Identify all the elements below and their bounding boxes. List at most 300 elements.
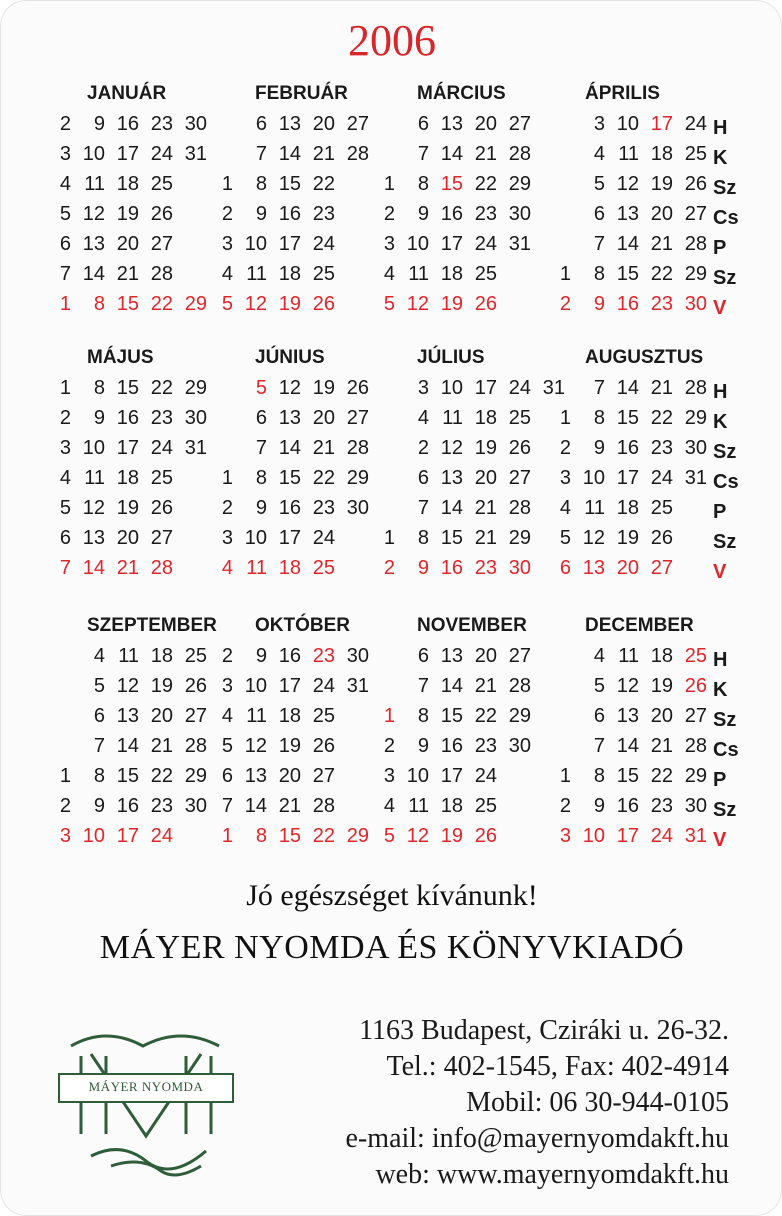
day-number: 22 (650, 407, 673, 429)
day-number: 16 (440, 203, 463, 225)
day-number: 9 (255, 645, 267, 667)
weekday-label: P (713, 237, 727, 259)
day-number: 31 (684, 467, 707, 489)
week-row (211, 113, 369, 136)
day-number: 18 (278, 557, 301, 579)
day-number: 30 (508, 203, 531, 225)
day-number: 10 (244, 233, 267, 255)
day-number: 7 (255, 143, 267, 165)
week-row (549, 527, 673, 550)
day-number: 30 (684, 795, 707, 817)
day-number: 13 (440, 467, 463, 489)
day-number: 27 (508, 645, 531, 667)
weekday-label: Sz (713, 709, 737, 731)
day-number: 27 (346, 407, 369, 429)
day-number: 20 (650, 203, 673, 225)
day-number: 7 (59, 263, 71, 285)
day-number: 24 (312, 233, 335, 255)
day-number: 5 (255, 377, 267, 399)
week-row (373, 557, 531, 580)
day-number: 15 (616, 407, 639, 429)
day-number: 26 (684, 173, 707, 195)
day-number: 20 (650, 705, 673, 727)
week-row (549, 407, 707, 430)
week-row (549, 437, 707, 460)
day-number: 14 (440, 675, 463, 697)
day-number: 15 (440, 527, 463, 549)
day-number: 3 (383, 233, 395, 255)
week-row (211, 527, 335, 550)
day-number: 27 (508, 113, 531, 135)
day-number: 30 (184, 407, 207, 429)
day-number: 8 (417, 173, 429, 195)
day-number: 1 (559, 263, 571, 285)
day-number: 4 (221, 557, 233, 579)
week-row (211, 173, 335, 196)
week-row (549, 497, 673, 520)
day-number: 16 (440, 735, 463, 757)
month-name: MÁJUS (87, 347, 154, 368)
day-number: 4 (221, 263, 233, 285)
day-number: 13 (82, 527, 105, 549)
day-number: 25 (150, 173, 173, 195)
week-row (549, 705, 707, 728)
day-number: 30 (184, 795, 207, 817)
day-number: 13 (582, 557, 605, 579)
day-number: 4 (59, 173, 71, 195)
day-number: 21 (650, 735, 673, 757)
day-number: 15 (116, 765, 139, 787)
day-number: 12 (244, 735, 267, 757)
day-number: 13 (616, 203, 639, 225)
week-row (211, 203, 335, 226)
month-name: JÚLIUS (417, 347, 485, 368)
day-number: 6 (255, 407, 267, 429)
week-row (549, 293, 707, 316)
day-number: 7 (255, 437, 267, 459)
day-number: 1 (221, 173, 233, 195)
day-number: 25 (474, 795, 497, 817)
day-number: 13 (244, 765, 267, 787)
day-number: 6 (255, 113, 267, 135)
day-number: 5 (559, 527, 571, 549)
day-number: 1 (383, 527, 395, 549)
day-number: 2 (383, 557, 395, 579)
day-number: 11 (84, 173, 105, 195)
day-number: 20 (116, 527, 139, 549)
month-name: JANUÁR (87, 83, 167, 104)
day-number: 7 (417, 143, 429, 165)
day-number: 28 (684, 233, 707, 255)
company-name: MÁYER NYOMDA ÉS KÖNYVKIADÓ (99, 929, 685, 966)
day-number: 18 (440, 263, 463, 285)
week-row (211, 765, 335, 788)
month-name: OKTÓBER (255, 615, 350, 636)
day-number: 16 (278, 203, 301, 225)
week-row (373, 645, 531, 668)
day-number: 19 (474, 437, 497, 459)
day-number: 29 (508, 173, 531, 195)
day-number: 9 (255, 497, 267, 519)
day-number: 8 (593, 407, 605, 429)
day-number: 28 (150, 263, 173, 285)
day-number: 20 (116, 233, 139, 255)
day-number: 11 (442, 407, 463, 429)
day-number: 18 (278, 705, 301, 727)
day-number: 13 (616, 705, 639, 727)
day-number: 7 (417, 497, 429, 519)
week-row (549, 203, 707, 226)
week-row (49, 407, 207, 430)
day-number: 17 (116, 825, 139, 847)
week-row (373, 377, 565, 400)
day-number: 20 (312, 407, 335, 429)
day-number: 18 (116, 173, 139, 195)
week-row (373, 497, 531, 520)
day-number: 9 (93, 113, 105, 135)
day-number: 30 (346, 497, 369, 519)
weekday-label: K (713, 679, 728, 701)
week-row (49, 557, 173, 580)
day-number: 22 (312, 467, 335, 489)
day-number: 25 (312, 705, 335, 727)
day-number: 16 (278, 645, 301, 667)
day-number: 18 (278, 263, 301, 285)
day-number: 21 (150, 735, 173, 757)
day-number: 19 (440, 825, 463, 847)
day-number: 4 (383, 795, 395, 817)
day-number: 27 (184, 705, 207, 727)
day-number: 12 (406, 293, 429, 315)
day-number: 26 (312, 293, 335, 315)
contact-email: e-mail: info@mayernyomdakft.hu (345, 1123, 729, 1154)
day-number: 9 (93, 795, 105, 817)
week-row (373, 437, 531, 460)
week-row (549, 233, 707, 256)
day-number: 21 (278, 795, 301, 817)
day-number: 7 (417, 675, 429, 697)
day-number: 8 (93, 765, 105, 787)
week-row (373, 675, 531, 698)
day-number: 4 (593, 645, 605, 667)
day-number: 16 (278, 497, 301, 519)
day-number: 6 (417, 467, 429, 489)
day-number: 10 (244, 527, 267, 549)
day-number: 30 (684, 437, 707, 459)
week-row (211, 263, 335, 286)
week-row (211, 437, 369, 460)
day-number: 23 (312, 497, 335, 519)
day-number: 10 (406, 765, 429, 787)
weekday-label: H (713, 381, 728, 403)
week-row (49, 705, 207, 728)
day-number: 25 (684, 645, 707, 667)
day-number: 6 (417, 113, 429, 135)
day-number: 9 (417, 735, 429, 757)
day-number: 31 (184, 143, 207, 165)
weekday-label: V (713, 829, 727, 851)
day-number: 23 (312, 645, 335, 667)
week-row (211, 705, 335, 728)
day-number: 13 (278, 113, 301, 135)
day-number: 27 (150, 527, 173, 549)
day-number: 4 (383, 263, 395, 285)
day-number: 3 (221, 675, 233, 697)
day-number: 13 (440, 113, 463, 135)
day-number: 25 (684, 143, 707, 165)
day-number: 11 (618, 143, 639, 165)
day-number: 28 (508, 497, 531, 519)
day-number: 17 (278, 233, 301, 255)
day-number: 1 (59, 765, 71, 787)
day-number: 6 (593, 203, 605, 225)
day-number: 18 (616, 497, 639, 519)
day-number: 22 (474, 173, 497, 195)
day-number: 3 (59, 143, 71, 165)
day-number: 31 (346, 675, 369, 697)
weekday-label: Sz (713, 531, 737, 553)
day-number: 6 (59, 233, 71, 255)
day-number: 18 (116, 467, 139, 489)
day-number: 3 (559, 467, 571, 489)
weekday-label: H (713, 649, 728, 671)
week-row (211, 407, 369, 430)
day-number: 21 (650, 233, 673, 255)
month-name: ÁPRILIS (585, 83, 660, 104)
day-number: 7 (593, 735, 605, 757)
day-number: 28 (184, 735, 207, 757)
month-name: DECEMBER (585, 615, 694, 636)
day-number: 9 (417, 203, 429, 225)
day-number: 14 (616, 233, 639, 255)
weekday-label: V (713, 561, 727, 583)
day-number: 12 (440, 437, 463, 459)
day-number: 29 (684, 407, 707, 429)
week-row (49, 263, 173, 286)
day-number: 21 (474, 527, 497, 549)
day-number: 5 (593, 675, 605, 697)
month-name: AUGUSZTUS (585, 347, 704, 368)
day-number: 26 (508, 437, 531, 459)
day-number: 24 (474, 233, 497, 255)
day-number: 12 (82, 497, 105, 519)
day-number: 25 (508, 407, 531, 429)
day-number: 3 (383, 765, 395, 787)
week-row (373, 735, 531, 758)
day-number: 17 (278, 675, 301, 697)
day-number: 18 (474, 407, 497, 429)
day-number: 2 (221, 203, 233, 225)
day-number: 14 (82, 557, 105, 579)
day-number: 11 (408, 795, 429, 817)
day-number: 17 (116, 437, 139, 459)
day-number: 28 (150, 557, 173, 579)
week-row (49, 377, 207, 400)
day-number: 23 (150, 795, 173, 817)
week-row (49, 795, 207, 818)
day-number: 26 (150, 497, 173, 519)
greeting-text: Jó egészséget kívánunk! (246, 879, 538, 912)
day-number: 13 (116, 705, 139, 727)
day-number: 3 (221, 527, 233, 549)
day-number: 23 (474, 557, 497, 579)
week-row (211, 557, 335, 580)
day-number: 28 (508, 675, 531, 697)
day-number: 19 (116, 203, 139, 225)
day-number: 20 (616, 557, 639, 579)
day-number: 16 (116, 113, 139, 135)
day-number: 24 (312, 675, 335, 697)
day-number: 10 (82, 143, 105, 165)
day-number: 22 (474, 705, 497, 727)
day-number: 25 (312, 263, 335, 285)
week-row (211, 497, 369, 520)
day-number: 7 (93, 735, 105, 757)
day-number: 24 (150, 437, 173, 459)
day-number: 24 (150, 143, 173, 165)
day-number: 26 (474, 825, 497, 847)
weekday-label: H (713, 117, 728, 139)
contact-phone: Tel.: 402-1545, Fax: 402-4914 (386, 1051, 729, 1082)
week-row (211, 233, 335, 256)
day-number: 21 (474, 675, 497, 697)
day-number: 27 (684, 203, 707, 225)
day-number: 1 (383, 173, 395, 195)
week-row (211, 467, 369, 490)
month-name: SZEPTEMBER (87, 615, 217, 636)
day-number: 20 (312, 113, 335, 135)
day-number: 23 (650, 437, 673, 459)
day-number: 10 (82, 437, 105, 459)
day-number: 8 (93, 293, 105, 315)
day-number: 14 (278, 437, 301, 459)
day-number: 23 (150, 113, 173, 135)
day-number: 29 (346, 467, 369, 489)
day-number: 7 (221, 795, 233, 817)
day-number: 17 (440, 765, 463, 787)
day-number: 20 (278, 765, 301, 787)
day-number: 16 (440, 557, 463, 579)
day-number: 9 (93, 407, 105, 429)
day-number: 16 (116, 795, 139, 817)
day-number: 25 (184, 645, 207, 667)
day-number: 26 (650, 527, 673, 549)
day-number: 12 (616, 675, 639, 697)
day-number: 1 (559, 407, 571, 429)
day-number: 20 (474, 113, 497, 135)
day-number: 24 (650, 467, 673, 489)
day-number: 7 (593, 377, 605, 399)
week-row (49, 765, 207, 788)
day-number: 20 (150, 705, 173, 727)
week-row (49, 497, 173, 520)
day-number: 24 (150, 825, 173, 847)
week-row (49, 113, 207, 136)
weekday-label: Cs (713, 207, 739, 229)
day-number: 29 (184, 765, 207, 787)
day-number: 21 (312, 143, 335, 165)
day-number: 24 (508, 377, 531, 399)
day-number: 27 (150, 233, 173, 255)
day-number: 15 (440, 173, 463, 195)
day-number: 22 (650, 263, 673, 285)
week-row (549, 675, 707, 698)
month-name: NOVEMBER (417, 615, 527, 636)
day-number: 7 (59, 557, 71, 579)
day-number: 1 (221, 825, 233, 847)
day-number: 21 (474, 497, 497, 519)
day-number: 12 (116, 675, 139, 697)
week-row (373, 233, 531, 256)
week-row (49, 293, 207, 316)
day-number: 3 (59, 825, 71, 847)
day-number: 30 (184, 113, 207, 135)
day-number: 12 (82, 203, 105, 225)
day-number: 5 (593, 173, 605, 195)
day-number: 16 (616, 437, 639, 459)
day-number: 29 (184, 293, 207, 315)
day-number: 14 (278, 143, 301, 165)
day-number: 4 (417, 407, 429, 429)
day-number: 19 (116, 497, 139, 519)
week-row (373, 407, 531, 430)
week-row (549, 765, 707, 788)
day-number: 23 (474, 203, 497, 225)
day-number: 11 (246, 557, 267, 579)
day-number: 28 (684, 735, 707, 757)
day-number: 3 (59, 437, 71, 459)
week-row (549, 143, 707, 166)
week-row (549, 263, 707, 286)
day-number: 26 (312, 735, 335, 757)
day-number: 28 (346, 437, 369, 459)
week-row (373, 765, 497, 788)
day-number: 31 (684, 825, 707, 847)
day-number: 12 (278, 377, 301, 399)
week-row (549, 467, 707, 490)
day-number: 30 (508, 735, 531, 757)
day-number: 16 (616, 293, 639, 315)
day-number: 1 (559, 765, 571, 787)
day-number: 26 (184, 675, 207, 697)
day-number: 1 (383, 705, 395, 727)
weekday-label: Cs (713, 471, 739, 493)
day-number: 26 (346, 377, 369, 399)
day-number: 17 (440, 233, 463, 255)
day-number: 18 (440, 795, 463, 817)
day-number: 9 (593, 437, 605, 459)
month-name: JÚNIUS (255, 347, 325, 368)
weekday-label: V (713, 297, 727, 319)
day-number: 19 (278, 293, 301, 315)
day-number: 18 (650, 645, 673, 667)
day-number: 8 (93, 377, 105, 399)
day-number: 25 (650, 497, 673, 519)
day-number: 2 (59, 795, 71, 817)
day-number: 31 (542, 377, 565, 399)
day-number: 2 (417, 437, 429, 459)
weekday-label: K (713, 147, 728, 169)
day-number: 22 (650, 765, 673, 787)
day-number: 23 (150, 407, 173, 429)
week-row (49, 143, 207, 166)
contact-mobile: Mobil: 06 30-944-0105 (466, 1087, 729, 1118)
day-number: 14 (616, 377, 639, 399)
day-number: 16 (116, 407, 139, 429)
week-row (549, 173, 707, 196)
day-number: 31 (508, 233, 531, 255)
day-number: 25 (312, 557, 335, 579)
